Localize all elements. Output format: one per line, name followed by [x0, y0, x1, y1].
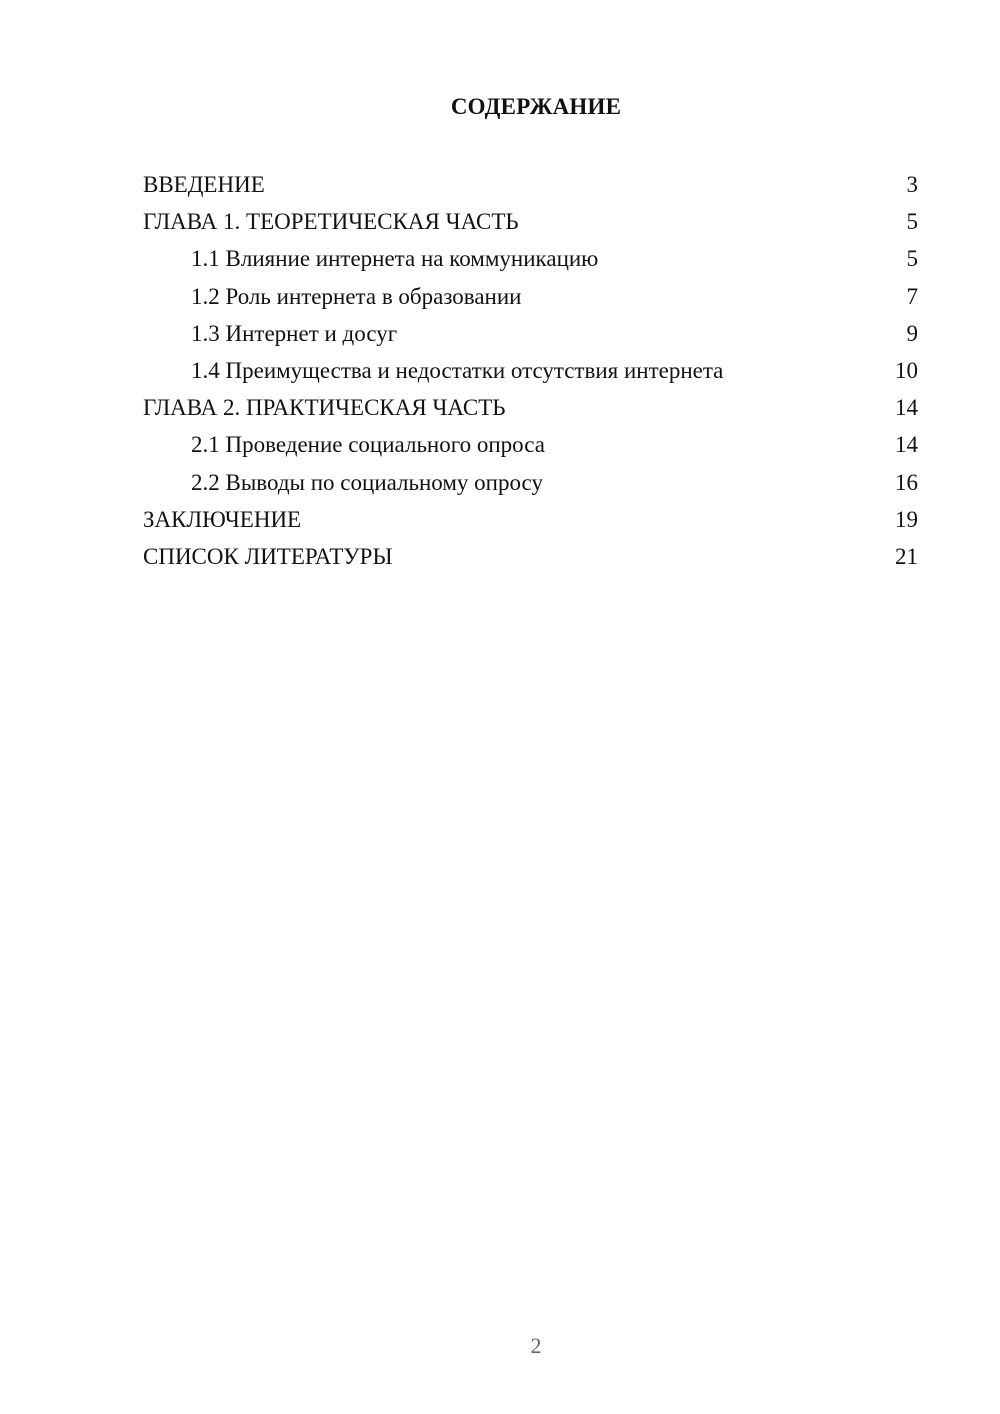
toc-entry-section-2-2[interactable] [143, 464, 918, 501]
toc-entry-label: ЗАКЛЮЧЕНИЕ [143, 506, 302, 532]
toc-entry-page: 19 [895, 506, 918, 532]
toc-entry-page: 5 [906, 209, 918, 235]
toc-entry-page: 9 [906, 320, 918, 346]
toc-entry-label: ВВЕДЕНИЕ [143, 172, 265, 197]
toc-entry-label: 2.1 Проведение социального опроса [191, 432, 545, 458]
toc-entry-label: 1.1 Влияние интернета на коммуникацию [191, 246, 599, 272]
toc-entry-label: 2.2 Выводы по социальному опросу [191, 469, 543, 495]
page-number: 2 [530, 1333, 542, 1358]
toc-entry-conclusion[interactable] [143, 501, 918, 538]
toc-entry-page: 3 [906, 172, 918, 197]
table-of-contents [143, 166, 918, 575]
toc-entry-page: 7 [906, 283, 918, 309]
toc-title: СОДЕРЖАНИЕ [450, 94, 622, 119]
toc-entry-label: ГЛАВА 2. ПРАКТИЧЕСКАЯ ЧАСТЬ [143, 395, 506, 421]
toc-entry-page: 21 [895, 543, 918, 569]
toc-entry-label: ГЛАВА 1. ТЕОРЕТИЧЕСКАЯ ЧАСТЬ [143, 209, 519, 235]
toc-entry-references[interactable] [143, 538, 918, 575]
toc-entry-section-1-4[interactable] [143, 352, 918, 389]
toc-entry-section-1-1[interactable] [143, 240, 918, 277]
toc-entry-section-1-3[interactable] [143, 315, 918, 352]
toc-entry-chapter-2[interactable] [143, 389, 918, 426]
toc-entry-chapter-1[interactable] [143, 203, 918, 240]
toc-entry-label: 1.2 Роль интернета в образовании [191, 283, 522, 309]
toc-entry-page: 10 [895, 357, 918, 383]
toc-entry-page: 14 [895, 432, 918, 458]
toc-entry-section-1-2[interactable] [143, 278, 918, 315]
toc-entry-label: 1.4 Преимущества и недостатки отсутствия интернета [191, 357, 724, 383]
toc-entry-section-2-1[interactable] [143, 426, 918, 463]
toc-entry-label: 1.3 Интернет и досуг [191, 320, 398, 346]
toc-entry-introduction[interactable] [143, 166, 918, 203]
toc-entry-label: СПИСОК ЛИТЕРАТУРЫ [143, 543, 393, 569]
toc-entry-page: 5 [906, 246, 918, 272]
toc-entry-page: 14 [895, 395, 918, 421]
toc-entry-page: 16 [895, 469, 918, 495]
